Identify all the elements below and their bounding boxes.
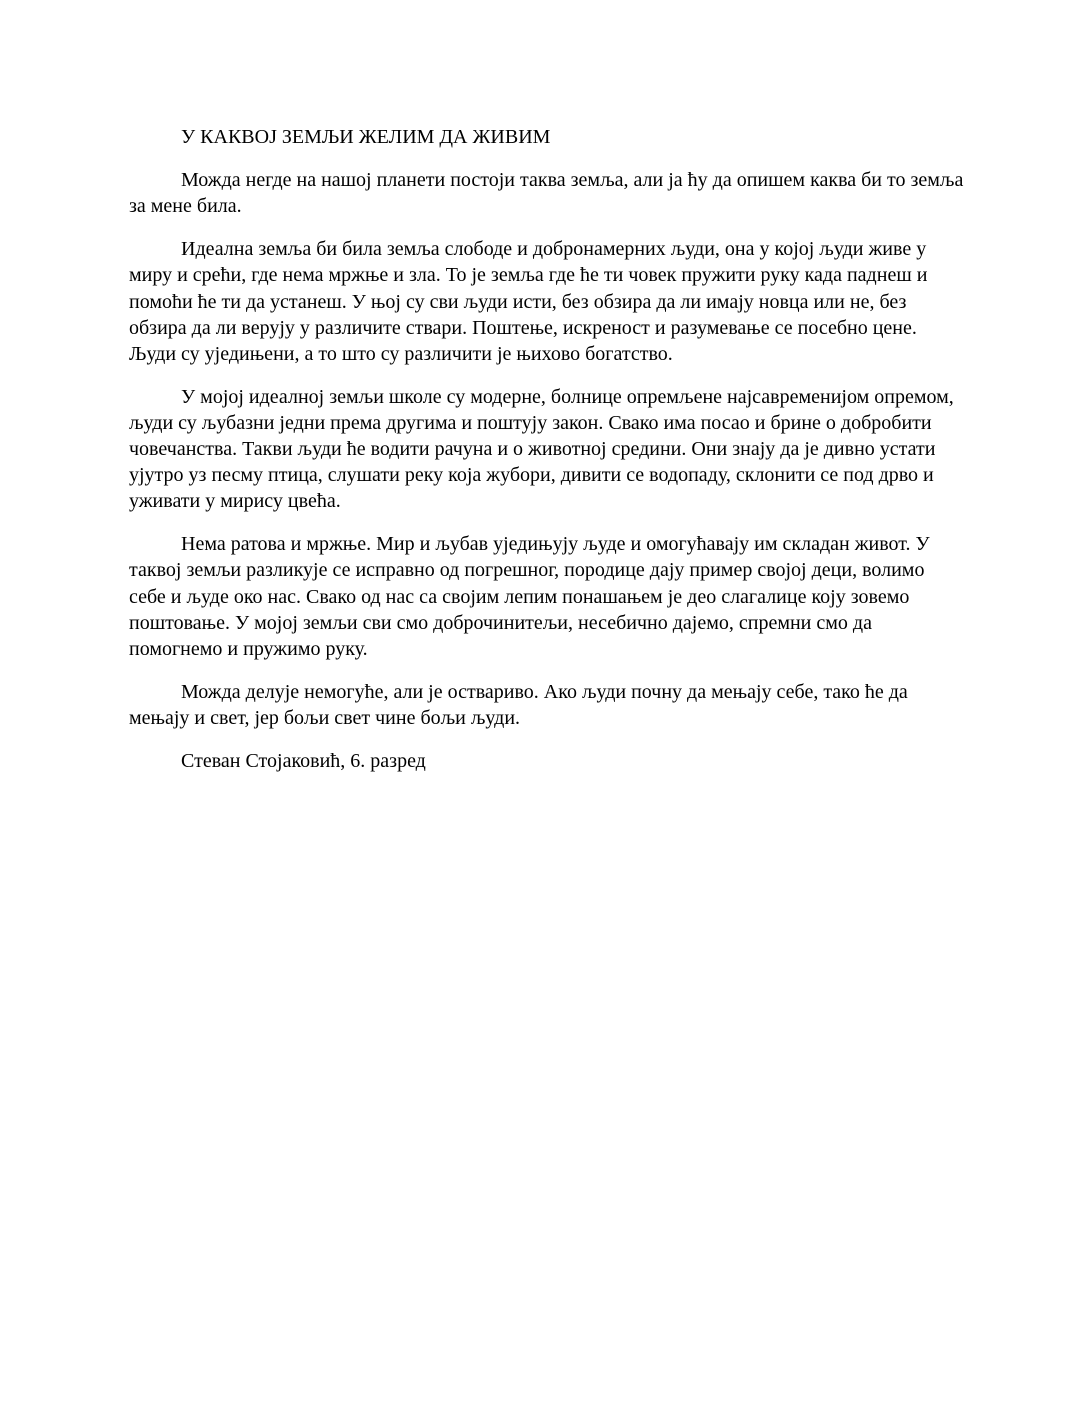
document-body bbox=[129, 124, 964, 790]
signature: Стеван Стојаковић, 6. разред bbox=[181, 749, 426, 772]
paragraph-1: Можда негде на нашој планети постоји таква земља, али ја ћу да опишем каква би то земља за мене била. bbox=[129, 169, 964, 218]
document-title: У КАКВОЈ ЗЕМЉИ ЖЕЛИМ ДА ЖИВИМ bbox=[181, 126, 551, 148]
paragraph-3: У мојој идеалној земљи школе су модерне, болнице опремљене најсавременијом опремом, људи су љубазни једни према другима и поштују закон. Свако има посао и брине о добробити човечанства. Такви људи ће водити рачуна и о животној средини. Они знају да је дивно устати ујутро уз песму птица, слушати реку која жубори, дивити се водопаду, склонити се под дрво и уживати у мирису цвећа. bbox=[129, 385, 954, 513]
paragraph-2: Идеална земља би била земља слободе и добронамерних људи, она у којој људи живе у миру и срећи, где нема мржње и зла. То је земља где ће ти човек пружити руку када паднеш и помоћи ће ти да устанеш. У њој су сви људи исти, без обзира да ли имају новца или не, без обзира да ли верују у различите ствари. Поштење, искреност и разумевање се посебно цене. Људи су уједињени, а то што су различити је њихово богатство. bbox=[129, 238, 928, 365]
paragraph-4: Нема ратова и мржње. Мир и љубав уједињују људе и омогућавају им складан живот. У таквој земљи разликује се исправно од погрешног, породице дају пример својој деци, волимо себе и људе око нас. Свако од нас са својим лепим понашањем је део слагалице коју зовемо поштовање. У мојој земљи сви смо доброчинитељи, несебично дајемо, спремни смо да помогнемо и пружимо руку. bbox=[129, 533, 930, 660]
paragraph-5: Можда делује немогуће, али је оствариво. Ако људи почну да мењају себе, тако ће да мењају и свет, јер бољи свет чине бољи људи. bbox=[129, 680, 908, 729]
